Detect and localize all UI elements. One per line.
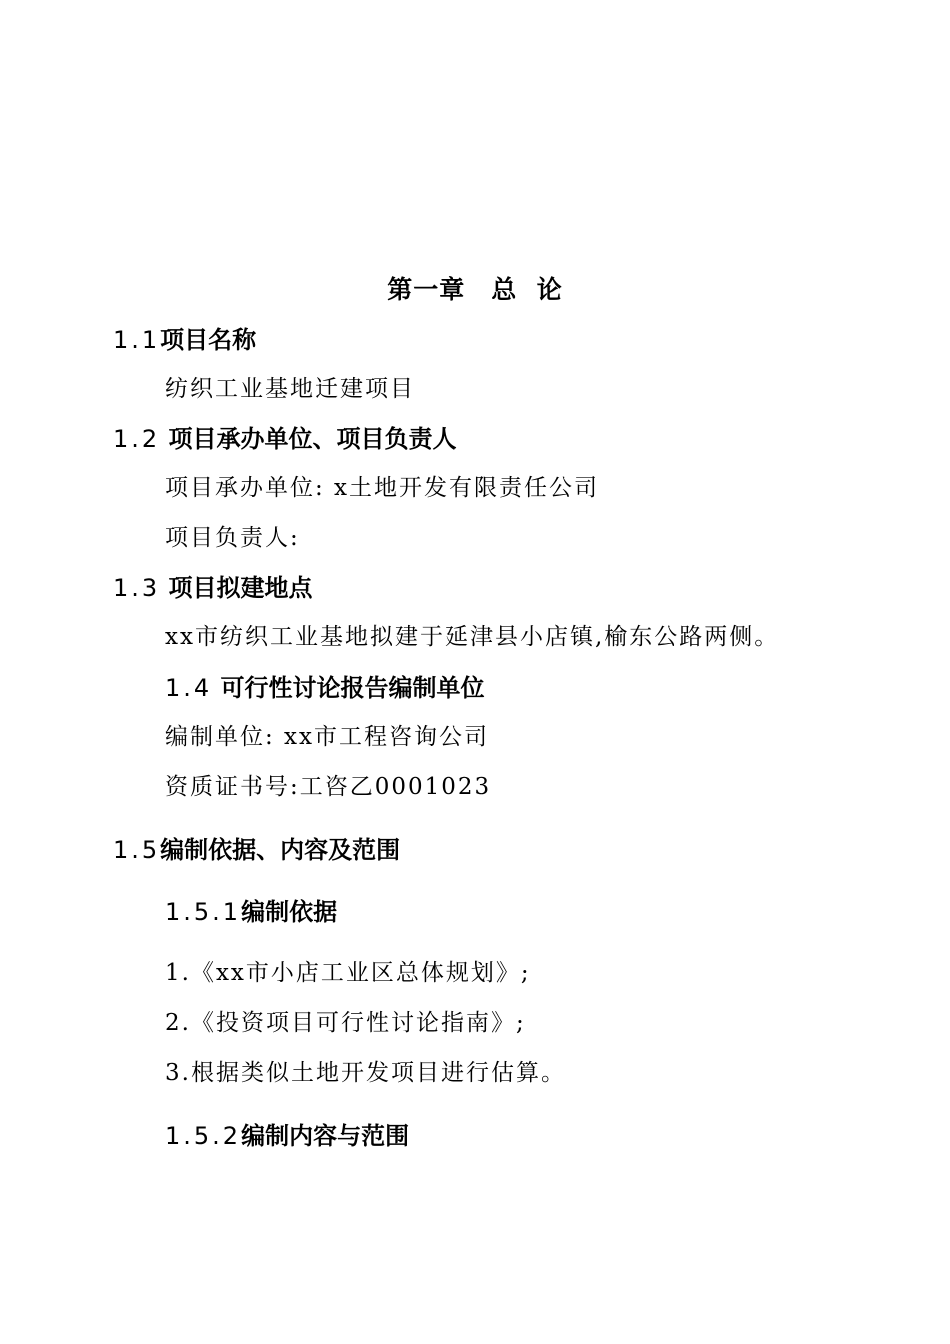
- section-title: 项目拟建地点: [160, 574, 313, 602]
- basis-item: 1.《xx市小店工业区总体规划》;: [165, 960, 531, 986]
- chapter-name: 总 论: [491, 275, 563, 304]
- section-title: 可行性讨论报告编制单位: [212, 674, 485, 702]
- qualification-certificate: 资质证书号:工咨乙0001023: [165, 774, 492, 800]
- section-number: 1.2: [113, 425, 161, 453]
- section-1-5-heading: [113, 838, 400, 862]
- section-number: 1.5: [113, 836, 161, 864]
- section-number: 1.4: [165, 674, 213, 702]
- section-number: 1.5.1: [165, 898, 242, 926]
- section-number: 1.5.2: [165, 1122, 242, 1150]
- project-leader: 项目负责人:: [165, 525, 300, 551]
- section-title: 项目名称: [160, 326, 257, 354]
- section-title: 项目承办单位、项目负责人: [160, 425, 457, 453]
- section-1-3-heading: [113, 576, 313, 600]
- section-1-5-1-heading: [165, 900, 337, 924]
- section-1-4-heading: [165, 676, 485, 700]
- undertaking-unit: 项目承办单位: x土地开发有限责任公司: [165, 475, 600, 501]
- section-number: 1.1: [113, 326, 161, 354]
- section-title: 编制内容与范围: [241, 1122, 410, 1150]
- project-name: 纺织工业基地迁建项目: [165, 376, 415, 402]
- section-title: 编制依据、内容及范围: [160, 836, 401, 864]
- section-1-1-heading: [113, 328, 256, 352]
- section-number: 1.3: [113, 574, 161, 602]
- compiling-unit: 编制单位: xx市工程咨询公司: [165, 724, 490, 750]
- chapter-title: [0, 277, 950, 302]
- project-location: xx市纺织工业基地拟建于延津县小店镇,榆东公路两侧。: [165, 624, 780, 650]
- basis-item: 3.根据类似土地开发项目进行估算。: [165, 1060, 566, 1086]
- section-1-2-heading: [113, 427, 457, 451]
- section-title: 编制依据: [241, 898, 338, 926]
- basis-item: 2.《投资项目可行性讨论指南》;: [165, 1010, 526, 1036]
- chapter-number: 第一章: [387, 275, 466, 304]
- section-1-5-2-heading: [165, 1124, 409, 1148]
